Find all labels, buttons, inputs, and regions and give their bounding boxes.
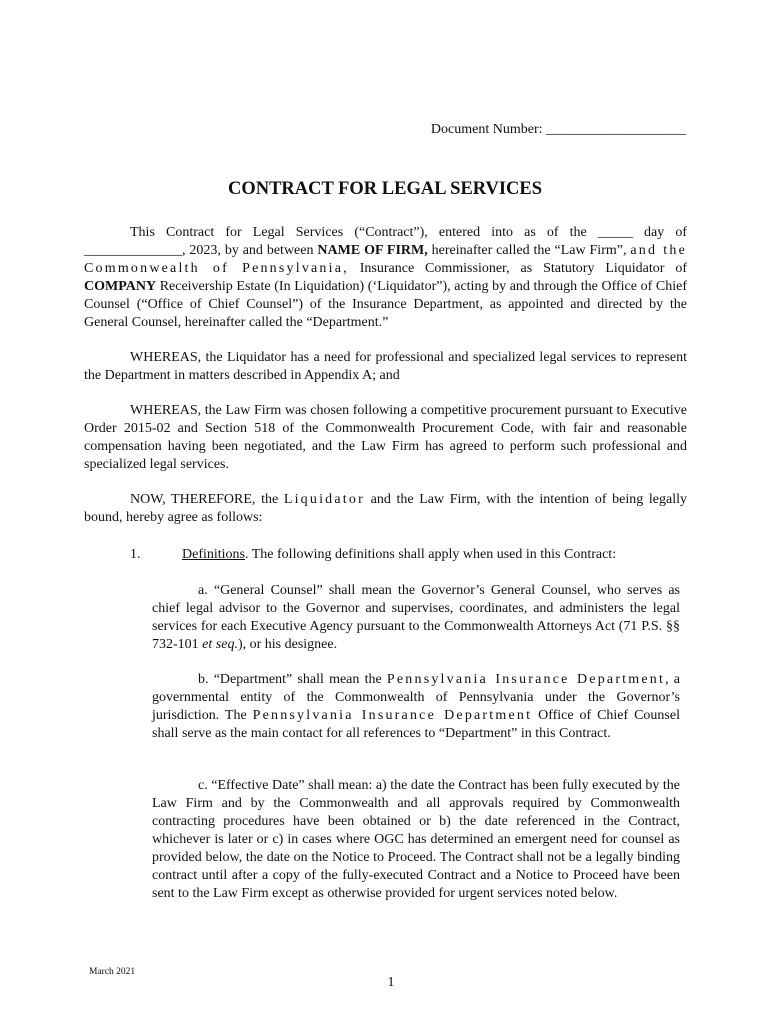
footer-date: March 2021 <box>89 967 136 977</box>
pid-name-1: Pennsylvania Insurance Department <box>386 672 666 687</box>
et-seq: et seq. <box>202 637 238 652</box>
definition-department <box>152 671 680 743</box>
page-number: 1 <box>387 975 395 990</box>
pid-name-2: Pennsylvania Insurance Department <box>252 708 533 723</box>
intro-paragraph <box>84 224 687 332</box>
company-name: COMPANY <box>84 279 157 294</box>
definition-a-text-1: a. “General Counsel” shall mean the Governor’s General Counsel, who serves as chief legal advisor to the Governor and supervises, coordinates, and administers the legal services for each Executive Agency pursuant to the Commonwealth Attorneys Act (71 P.S. §§ 732-101 <box>152 583 680 652</box>
liquidator-term: Liquidator <box>283 492 365 507</box>
therefore-text-2: and the Law Firm, with the intention of being legally bound, hereby agree as follows: <box>84 492 687 525</box>
definitions-heading-rest: . The following definitions shall apply when used in this Contract: <box>245 547 617 562</box>
therefore-text-1: NOW, THEREFORE, the <box>130 492 284 507</box>
definitions-term: Definitions <box>182 547 245 562</box>
intro-text-2: hereinafter called the “Law Firm”, <box>427 243 631 258</box>
document-title: CONTRACT FOR LEGAL SERVICES <box>227 179 543 199</box>
document-number: Document Number: ____________________ <box>430 122 686 137</box>
whereas-paragraph-2: WHEREAS, the Law Firm was chosen following a competitive procurement pursuant to Executive Order 2015-02 and Section 518 of the Commonwealth Procurement Code, with fair and reasonable compensation having been negotiated, and the Law Firm has agreed to perform such professional and specialized legal services. <box>84 403 687 472</box>
commonwealth-name: and the Commonwealth of Pennsylvania, <box>84 243 687 276</box>
definition-effective-date: c. “Effective Date” shall mean: a) the date the Contract has been fully executed by the Law Firm and by the Commonwealth and all approvals required by Commonwealth contracting procedures have been obtained or b) the date referenced in the Contract, whichever is later or c) in cases where OGC has determined an emergent need for counsel as provided below, the date on the Notice to Proceed. The Contract shall not be a legally binding contract until after a copy of the fully-executed Contract and a Notice to Proceed have been sent to the Law Firm except as otherwise provided for urgent services noted below. <box>152 778 680 901</box>
definition-b-text-2: , a governmental entity of the Commonwealth of Pennsylvania under the Governor’s jurisdiction. The <box>152 672 680 723</box>
firm-name: NAME OF FIRM, <box>317 243 428 258</box>
definition-b-text-1: b. “Department” shall mean the <box>198 672 387 687</box>
definition-b-text-3: Office of Chief Counsel shall serve as the main contact for all references to “Department” in this Contract. <box>152 708 680 741</box>
intro-text-1: This Contract for Legal Services (“Contract”), entered into as of the _____ day of ______________, 2023, by and between <box>84 225 687 258</box>
whereas-paragraph-1: WHEREAS, the Liquidator has a need for professional and specialized legal services to represent the Department in matters described in Appendix A; and <box>84 350 687 383</box>
definition-a-text-2: ), or his designee. <box>237 637 338 652</box>
intro-text-4: Receivership Estate (In Liquidation) (‘Liquidator”), acting by and through the Office of Chief Counsel (“Office of Chief Counsel”) of the Insurance Department, as appointed and directed by the General Counsel, hereinafter called the “Department.” <box>84 279 687 330</box>
definition-general-counsel <box>152 582 680 654</box>
section-number: 1. <box>130 547 141 562</box>
intro-text-3: Insurance Commissioner, as Statutory Liquidator of <box>348 261 687 276</box>
definitions-heading <box>130 546 616 564</box>
therefore-paragraph <box>84 491 687 527</box>
